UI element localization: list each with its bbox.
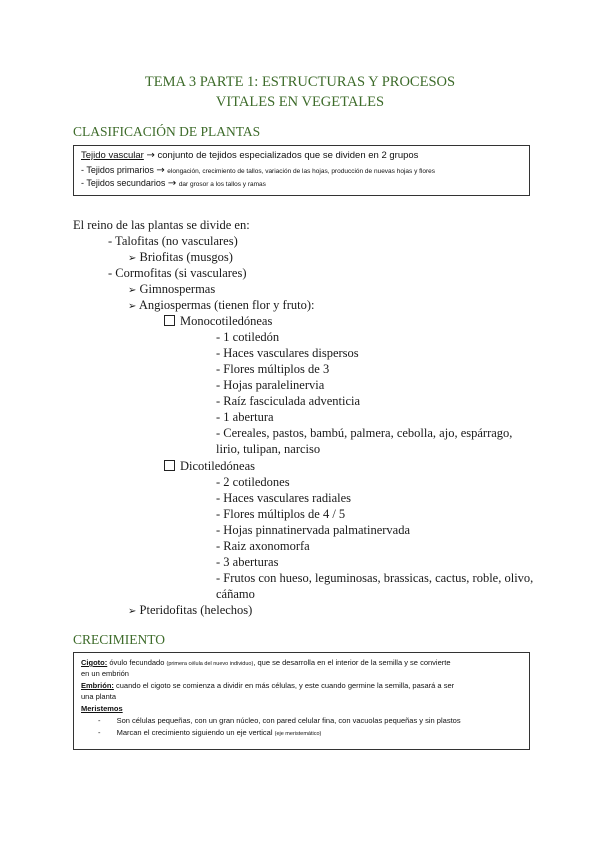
tejidos-primarios-definition: elongación, crecimiento de tallos, variación de las hojas, producción de nuevas hojas y flores <box>167 168 436 175</box>
dico-trait: - 3 aberturas <box>216 555 279 569</box>
tejidos-secundarios-term: - Tejidos secundarios <box>81 178 166 188</box>
dicotiledoneas-heading <box>164 458 255 474</box>
cigoto-term: Cigoto: <box>81 658 108 667</box>
tejidos-secundarios-line <box>81 178 266 189</box>
meristemos-term: Meristemos <box>81 704 123 713</box>
tejido-vascular-definition: conjunto de tejidos especializados que se dividen en 2 grupos <box>157 150 419 161</box>
mono-trait: - Hojas paralelinervia <box>216 378 325 392</box>
section-heading-crecimiento: CRECIMIENTO <box>73 632 166 647</box>
cigoto-text-cont: , que se desarrolla en el interior de la semilla y se convierte <box>253 658 451 667</box>
dico-trait: cáñamo <box>216 587 255 601</box>
checkbox-icon <box>164 460 175 471</box>
mono-trait: - 1 cotiledón <box>216 330 280 344</box>
embrion-term: Embrión: <box>81 681 114 690</box>
section-heading-clasificacion: CLASIFICACIÓN DE PLANTAS <box>73 124 261 139</box>
bullet-arrow-icon: ➢ <box>128 606 137 617</box>
meristemos-item <box>98 728 321 737</box>
mono-trait: - Cereales, pastos, bambú, palmera, cebolla, ajo, espárrago, <box>216 426 513 440</box>
mono-trait: - Haces vasculares dispersos <box>216 346 359 360</box>
dico-trait: - Hojas pinnatinervada palmatinervada <box>216 523 411 537</box>
mono-trait: - 1 abertura <box>216 410 274 424</box>
talofitas-item: - Talofitas (no vasculares) <box>108 234 238 248</box>
cigoto-note: (primera célula del nuevo individuo) <box>166 661 254 667</box>
dico-trait: - 2 cotiledones <box>216 475 290 489</box>
monocotiledoneas-heading <box>164 313 272 329</box>
bullet-arrow-icon: ➢ <box>128 285 137 296</box>
tejidos-primarios-line <box>81 165 435 176</box>
mono-trait: - Flores múltiplos de 3 <box>216 362 330 376</box>
page-title-line-1: TEMA 3 PARTE 1: ESTRUCTURAS Y PROCESOS <box>144 74 456 90</box>
cigoto-line <box>81 658 451 667</box>
mono-trait: lirio, tulipan, narciso <box>216 442 321 456</box>
meristemos-item <box>98 716 461 725</box>
arrow-icon: → <box>146 150 155 161</box>
tejido-vascular-line <box>81 150 418 161</box>
bullet-arrow-icon: ➢ <box>128 301 137 312</box>
meristemos-note: (eje meristemático) <box>274 731 322 737</box>
gimnospermas-label: Gimnospermas <box>139 282 216 296</box>
bullet-arrow-icon: ➢ <box>128 253 137 264</box>
tejidos-secundarios-definition: dar grosor a los tallos y ramas <box>178 181 266 188</box>
tejido-vascular-box <box>73 145 530 196</box>
dico-trait: - Haces vasculares radiales <box>216 491 351 505</box>
dico-trait: - Flores múltiplos de 4 / 5 <box>216 507 346 521</box>
meristemos-item-text: Marcan el crecimiento siguiendo un eje vertical <box>116 728 273 737</box>
arrow-icon: → <box>156 165 165 176</box>
cigoto-text: óvulo fecundado <box>109 658 165 667</box>
embrion-line <box>81 681 454 690</box>
briofitas-label: Briofitas (musgos) <box>139 250 233 264</box>
cigoto-line-2: en un embrión <box>81 669 129 678</box>
embrion-line-2: una planta <box>81 692 117 701</box>
dash-bullet: - <box>98 716 101 725</box>
arrow-icon: → <box>167 178 177 189</box>
crecimiento-box <box>73 652 530 750</box>
mono-trait: - Raíz fasciculada adventicia <box>216 394 361 408</box>
meristemos-item-text: Son células pequeñas, con un gran núcleo, con pared celular fina, con vacuolas pequeñas y sin plastos <box>116 716 461 725</box>
monocotiledoneas-label: Monocotiledóneas <box>180 314 273 328</box>
embrion-text: cuando el cigoto se comienza a dividir en más células, y este cuando germine la semilla, pasará a ser <box>116 681 455 690</box>
tejidos-primarios-term: - Tejidos primarios <box>81 165 154 175</box>
dicotiledoneas-label: Dicotiledóneas <box>180 459 255 473</box>
angiospermas-label: Angiospermas (tienen flor y fruto): <box>138 298 315 312</box>
dico-trait: - Raiz axonomorfa <box>216 539 310 553</box>
checkbox-icon <box>164 315 175 326</box>
pteridofitas-label: Pteridofitas (helechos) <box>139 603 253 617</box>
pteridofitas-item <box>128 602 252 620</box>
page-title-line-2: VITALES EN VEGETALES <box>215 94 385 110</box>
tejido-vascular-term: Tejido vascular <box>81 150 144 161</box>
dash-bullet: - <box>98 728 101 737</box>
cormofitas-item: - Cormofitas (si vasculares) <box>108 266 247 280</box>
classification-intro: El reino de las plantas se divide en: <box>73 218 250 232</box>
dico-trait: - Frutos con hueso, leguminosas, brassicas, cactus, roble, olivo, <box>216 571 534 585</box>
